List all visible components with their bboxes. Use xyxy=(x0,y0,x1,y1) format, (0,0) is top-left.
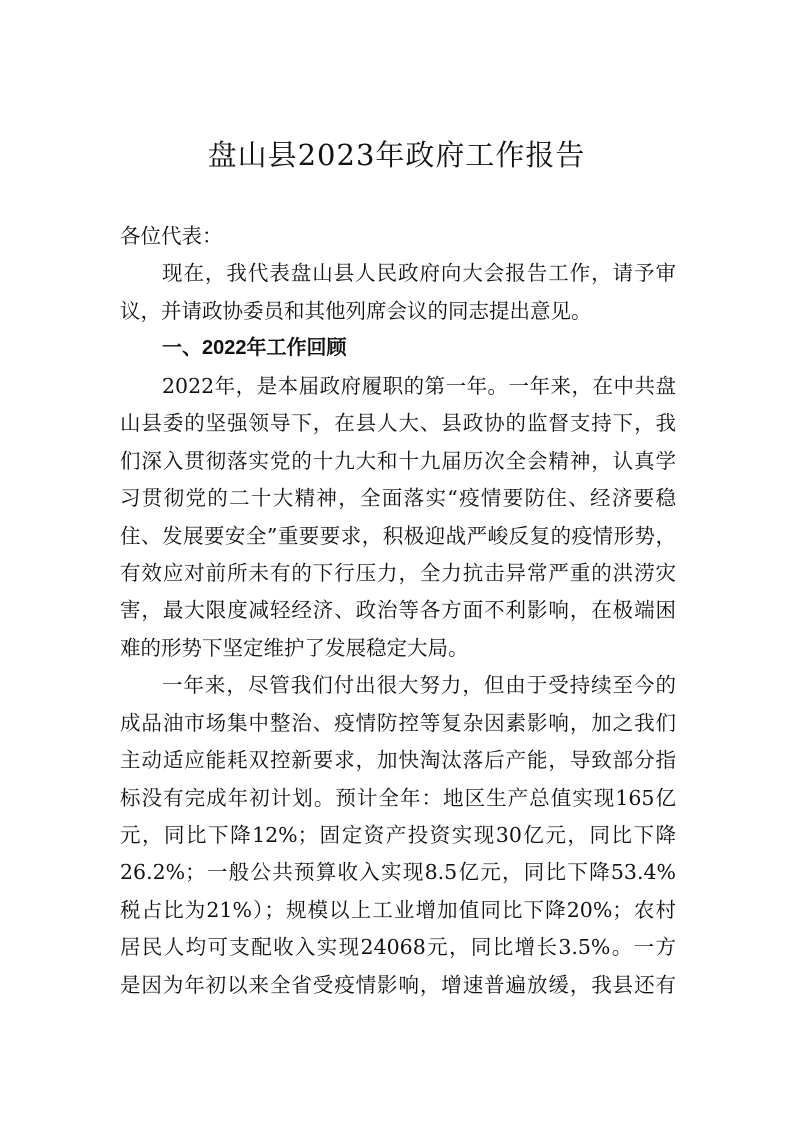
document-body xyxy=(120,218,676,1004)
text-line: 害，最大限度减轻经济、政治等各方面不利影响，在极端困 xyxy=(120,598,676,623)
text-line: 现在，我代表盘山县人民政府向大会报告工作，请予审 xyxy=(162,261,676,286)
text-line: 一年来，尽管我们付出很大努力，但由于受持续至今的 xyxy=(162,673,676,698)
paragraph xyxy=(120,368,676,668)
text-line: 议，并请政协委员和其他列席会议的同志提出意见。 xyxy=(120,298,592,323)
text-line: 主动适应能耗双控新要求，加快淘汰落后产能，导致部分指 xyxy=(120,748,676,773)
text-line: 是因为年初以来全省受疫情影响，增速普遍放缓，我县还有 xyxy=(120,972,676,997)
text-line: 标没有完成年初计划。预计全年：地区生产总值实现165亿 xyxy=(120,785,676,810)
text-line: 税占比为21%）；规模以上工业增加值同比下降20%；农村 xyxy=(120,897,676,922)
text-line: 难的形势下坚定维护了发展稳定大局。 xyxy=(120,635,469,660)
text-line: 各位代表： xyxy=(120,224,223,248)
text-line: 2022年，是本届政府履职的第一年。一年来，在中共盘 xyxy=(162,373,676,398)
text-line: 习贯彻党的二十大精神，全面落实“疫情要防住、经济要稳 xyxy=(120,486,676,511)
text-line: 山县委的坚强领导下，在县人大、县政协的监督支持下，我 xyxy=(120,411,676,436)
text-line: 住、发展要安全”重要要求，积极迎战严峻反复的疫情形势， xyxy=(120,523,676,548)
text-line: 一、2022年工作回顾 xyxy=(162,337,347,360)
paragraph xyxy=(120,667,676,1004)
text-line: 元，同比下降12%；固定资产投资实现30亿元，同比下降 xyxy=(120,823,676,847)
salutation xyxy=(120,218,676,255)
paragraph xyxy=(120,255,676,330)
text-line: 们深入贯彻落实党的十九大和十九届历次全会精神，认真学 xyxy=(120,448,676,473)
text-line: 26.2%；一般公共预算收入实现8.5亿元，同比下降53.4% xyxy=(120,860,676,885)
document-title: 盘山县2023年政府工作报告 xyxy=(207,138,586,172)
text-line: 成品油市场集中整治、疫情防控等复杂因素影响，加之我们 xyxy=(120,710,676,735)
section-heading xyxy=(120,330,676,367)
text-line: 居民人均可支配收入实现24068元，同比增长3.5%。一方 xyxy=(120,935,676,960)
text-line: 有效应对前所未有的下行压力，全力抗击异常严重的洪涝灾 xyxy=(120,560,676,585)
